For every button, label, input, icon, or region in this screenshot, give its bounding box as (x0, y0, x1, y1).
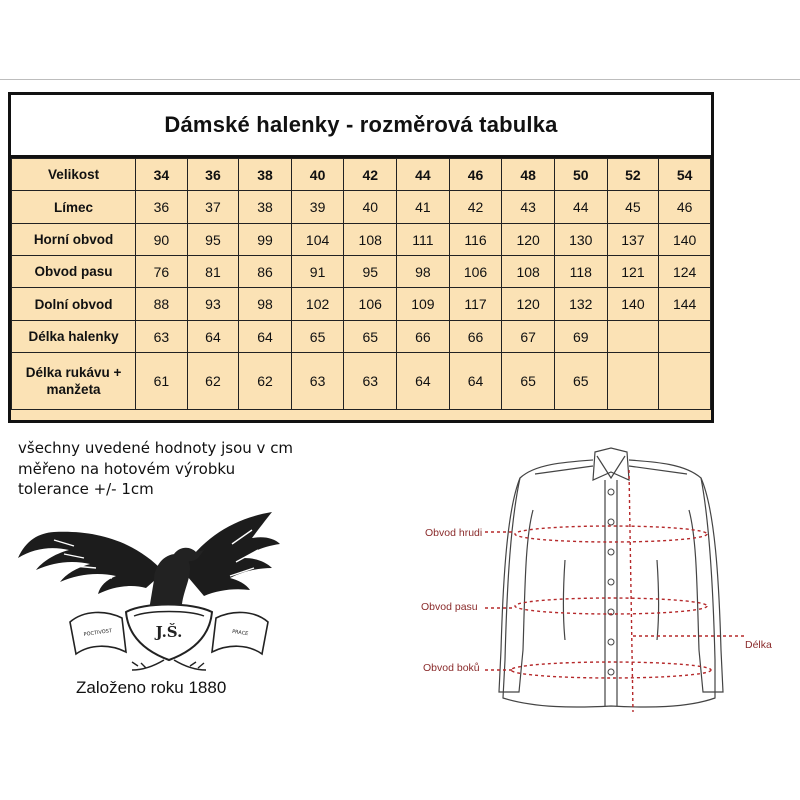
value-cell: 64 (449, 353, 502, 410)
value-cell: 65 (502, 353, 555, 410)
size-cell: 48 (502, 159, 555, 191)
value-cell (659, 321, 711, 353)
value-cell: 42 (449, 191, 502, 224)
logo-monogram: J.Š. (155, 623, 183, 641)
table-row (12, 353, 711, 410)
row-label: Délka halenky (12, 321, 136, 353)
value-cell: 120 (502, 288, 555, 321)
value-cell (659, 353, 711, 410)
table-row (12, 256, 711, 288)
chart-title: Dámské halenky - rozměrová tabulka (11, 95, 711, 158)
value-cell: 93 (187, 288, 239, 321)
value-cell: 132 (554, 288, 607, 321)
value-cell: 91 (291, 256, 344, 288)
value-cell: 61 (136, 353, 188, 410)
row-label-line: manžeta (46, 382, 101, 397)
value-cell: 121 (607, 256, 659, 288)
value-cell: 39 (291, 191, 344, 224)
value-cell: 64 (239, 321, 292, 353)
value-cell: 124 (659, 256, 711, 288)
value-cell: 95 (344, 256, 397, 288)
label-chest: Obvod hrudi (425, 527, 483, 539)
value-cell: 45 (607, 191, 659, 224)
value-cell: 140 (607, 288, 659, 321)
note-line: tolerance +/- 1cm (18, 480, 154, 498)
value-cell: 98 (397, 256, 450, 288)
value-cell: 63 (344, 353, 397, 410)
row-label: Obvod pasu (12, 256, 136, 288)
value-cell: 63 (291, 353, 344, 410)
value-cell: 106 (344, 288, 397, 321)
note-line: měřeno na hotovém výrobku (18, 459, 236, 478)
value-cell: 46 (659, 191, 711, 224)
value-cell: 66 (397, 321, 450, 353)
value-cell: 65 (554, 353, 607, 410)
size-cell: 44 (397, 159, 450, 191)
value-cell: 140 (659, 224, 711, 256)
size-cell: 42 (344, 159, 397, 191)
table-row (12, 191, 711, 224)
note-line: všechny uvedené hodnoty jsou v cm (18, 439, 294, 457)
value-cell: 44 (554, 191, 607, 224)
value-cell: 102 (291, 288, 344, 321)
value-cell: 106 (449, 256, 502, 288)
value-cell: 63 (136, 321, 188, 353)
value-cell: 88 (136, 288, 188, 321)
value-cell: 120 (502, 224, 555, 256)
size-cell: 36 (187, 159, 239, 191)
value-cell: 37 (187, 191, 239, 224)
value-cell: 109 (397, 288, 450, 321)
size-cell: 34 (136, 159, 188, 191)
value-cell: 98 (239, 288, 292, 321)
table-row (12, 288, 711, 321)
value-cell: 108 (344, 224, 397, 256)
size-cell: 40 (291, 159, 344, 191)
value-cell: 108 (502, 256, 555, 288)
logo-banner-right: PRACE (231, 628, 249, 638)
value-cell: 64 (397, 353, 450, 410)
value-cell (607, 321, 659, 353)
size-chart (8, 92, 714, 423)
label-length: Délka (745, 639, 772, 651)
value-cell (607, 353, 659, 410)
value-cell: 62 (187, 353, 239, 410)
value-cell: 118 (554, 256, 607, 288)
label-waist: Obvod pasu (421, 601, 478, 613)
size-cell: 50 (554, 159, 607, 191)
measurement-notes (18, 438, 293, 500)
row-label (12, 353, 136, 410)
eagle-logo (14, 510, 284, 675)
value-cell: 69 (554, 321, 607, 353)
value-cell: 66 (449, 321, 502, 353)
size-cell: 46 (449, 159, 502, 191)
value-cell: 137 (607, 224, 659, 256)
shirt-diagram (415, 430, 800, 730)
header-label: Velikost (12, 159, 136, 191)
value-cell: 38 (239, 191, 292, 224)
value-cell: 117 (449, 288, 502, 321)
label-hips: Obvod boků (423, 662, 480, 674)
size-cell: 54 (659, 159, 711, 191)
value-cell: 62 (239, 353, 292, 410)
row-label: Límec (12, 191, 136, 224)
value-cell: 40 (344, 191, 397, 224)
value-cell: 64 (187, 321, 239, 353)
value-cell: 86 (239, 256, 292, 288)
value-cell: 36 (136, 191, 188, 224)
table-header-row (12, 159, 711, 191)
row-label-line: Délka rukávu + (25, 365, 122, 380)
value-cell: 116 (449, 224, 502, 256)
value-cell: 95 (187, 224, 239, 256)
value-cell: 99 (239, 224, 292, 256)
table-row (12, 321, 711, 353)
value-cell: 144 (659, 288, 711, 321)
founded-text: Založeno roku 1880 (76, 678, 227, 697)
size-table (11, 158, 711, 410)
row-label: Dolní obvod (12, 288, 136, 321)
value-cell: 111 (397, 224, 450, 256)
value-cell: 81 (187, 256, 239, 288)
value-cell: 65 (291, 321, 344, 353)
size-cell: 52 (607, 159, 659, 191)
value-cell: 41 (397, 191, 450, 224)
value-cell: 76 (136, 256, 188, 288)
size-cell: 38 (239, 159, 292, 191)
table-row (12, 224, 711, 256)
value-cell: 130 (554, 224, 607, 256)
value-cell: 67 (502, 321, 555, 353)
logo-banner-left: POCTIVOST (83, 628, 113, 638)
value-cell: 104 (291, 224, 344, 256)
value-cell: 43 (502, 191, 555, 224)
value-cell: 90 (136, 224, 188, 256)
row-label: Horní obvod (12, 224, 136, 256)
top-divider (0, 79, 800, 80)
value-cell: 65 (344, 321, 397, 353)
